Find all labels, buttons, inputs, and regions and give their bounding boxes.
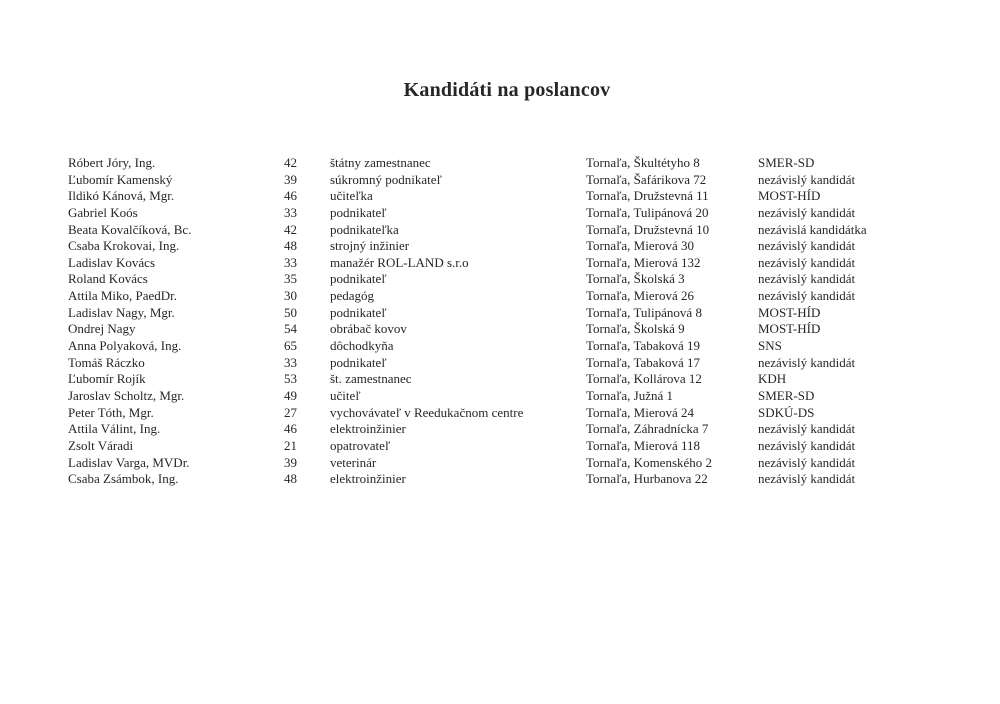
table-row xyxy=(0,222,1000,239)
cell-occupation: strojný inžinier xyxy=(330,238,410,254)
cell-occupation: dôchodkyňa xyxy=(330,338,394,354)
candidates-table xyxy=(0,155,1000,488)
cell-party: nezávislý kandidát xyxy=(758,238,856,254)
cell-age: 33 xyxy=(284,254,297,270)
table-row xyxy=(0,455,1000,472)
cell-age: 42 xyxy=(284,221,297,237)
cell-age: 48 xyxy=(284,471,297,487)
cell-name: Csaba Krokovai, Ing. xyxy=(68,238,180,254)
cell-name: Attila Válint, Ing. xyxy=(68,421,161,437)
cell-party: nezávislý kandidát xyxy=(758,471,856,487)
cell-address: Tornaľa, Kollárova 12 xyxy=(586,371,702,387)
cell-age: 50 xyxy=(284,304,297,320)
cell-occupation: podnikateľ xyxy=(330,304,387,320)
cell-address: Tornaľa, Družstevná 10 xyxy=(586,221,710,237)
cell-party: MOST-HÍD xyxy=(758,304,821,320)
cell-age: 33 xyxy=(284,354,297,370)
cell-name: Ladislav Nagy, Mgr. xyxy=(68,304,175,320)
table-row xyxy=(0,438,1000,455)
cell-name: Róbert Jóry, Ing. xyxy=(68,155,156,170)
table-row xyxy=(0,405,1000,422)
cell-party: nezávislá kandidátka xyxy=(758,221,867,237)
cell-address: Tornaľa, Šafárikova 72 xyxy=(586,171,707,187)
cell-address: Tornaľa, Tulipánová 20 xyxy=(586,204,709,220)
cell-name: Beata Kovalčíková, Bc. xyxy=(68,221,192,237)
table-row xyxy=(0,271,1000,288)
table-row xyxy=(0,321,1000,338)
cell-age: 46 xyxy=(284,188,297,204)
cell-party: SNS xyxy=(758,338,782,354)
cell-address: Tornaľa, Komenského 2 xyxy=(586,454,713,470)
cell-name: Roland Kovács xyxy=(68,271,148,287)
cell-party: nezávislý kandidát xyxy=(758,354,856,370)
cell-address: Tornaľa, Škultétyho 8 xyxy=(586,155,700,170)
cell-occupation: štátny zamestnanec xyxy=(330,155,431,170)
cell-name: Tomáš Ráczko xyxy=(68,354,145,370)
cell-party: nezávislý kandidát xyxy=(758,204,856,220)
cell-name: Jaroslav Scholtz, Mgr. xyxy=(68,387,185,403)
cell-age: 30 xyxy=(284,288,297,304)
cell-address: Tornaľa, Tabaková 19 xyxy=(586,338,701,354)
cell-address: Tornaľa, Mierová 132 xyxy=(586,254,701,270)
cell-name: Anna Polyaková, Ing. xyxy=(68,338,182,354)
cell-occupation: elektroinžinier xyxy=(330,471,406,487)
cell-address: Tornaľa, Tulipánová 8 xyxy=(586,304,702,320)
cell-occupation: št. zamestnanec xyxy=(330,371,412,387)
table-row xyxy=(0,255,1000,272)
cell-name: Ildikó Kánová, Mgr. xyxy=(68,188,175,204)
cell-address: Tornaľa, Mierová 30 xyxy=(586,238,694,254)
cell-age: 48 xyxy=(284,238,297,254)
cell-occupation: vychovávateľ v Reedukačnom centre xyxy=(330,404,524,420)
cell-party: MOST-HÍD xyxy=(758,321,821,337)
table-row xyxy=(0,305,1000,322)
cell-party: nezávislý kandidát xyxy=(758,288,856,304)
cell-party: SMER-SD xyxy=(758,387,815,403)
cell-age: 54 xyxy=(284,321,297,337)
cell-party: KDH xyxy=(758,371,787,387)
cell-occupation: podnikateľ xyxy=(330,271,387,287)
cell-party: MOST-HÍD xyxy=(758,188,821,204)
cell-party: SDKÚ-DS xyxy=(758,404,815,420)
table-row xyxy=(0,205,1000,222)
cell-address: Tornaľa, Hurbanova 22 xyxy=(586,471,708,487)
cell-address: Tornaľa, Školská 3 xyxy=(586,271,685,287)
cell-name: Ondrej Nagy xyxy=(68,321,136,337)
table-row xyxy=(0,421,1000,438)
cell-name: Attila Miko, PaedDr. xyxy=(68,288,178,304)
table-row xyxy=(0,155,1000,172)
cell-address: Tornaľa, Záhradnícka 7 xyxy=(586,421,709,437)
cell-address: Tornaľa, Mierová 24 xyxy=(586,404,694,420)
table-row xyxy=(0,288,1000,305)
cell-occupation: učiteľka xyxy=(330,188,373,204)
cell-name: Ľubomír Kamenský xyxy=(68,171,173,187)
cell-occupation: podnikateľ xyxy=(330,354,387,370)
cell-age: 46 xyxy=(284,421,297,437)
cell-age: 33 xyxy=(284,204,297,220)
cell-name: Gabriel Koós xyxy=(68,204,138,220)
table-row xyxy=(0,172,1000,189)
table-row xyxy=(0,388,1000,405)
table-row xyxy=(0,188,1000,205)
cell-party: nezávislý kandidát xyxy=(758,171,856,187)
cell-address: Tornaľa, Školská 9 xyxy=(586,321,685,337)
cell-name: Csaba Zsámbok, Ing. xyxy=(68,471,179,487)
cell-occupation: manažér ROL-LAND s.r.o xyxy=(330,254,469,270)
cell-occupation: pedagóg xyxy=(330,288,375,304)
cell-occupation: podnikateľ xyxy=(330,204,387,220)
cell-occupation: elektroinžinier xyxy=(330,421,406,437)
cell-name: Ľubomír Rojík xyxy=(68,371,146,387)
page-title: Kandidáti na poslancov xyxy=(403,79,611,101)
cell-age: 39 xyxy=(284,454,297,470)
cell-address: Tornaľa, Mierová 26 xyxy=(586,288,694,304)
cell-occupation: učiteľ xyxy=(330,387,361,403)
cell-age: 35 xyxy=(284,271,297,287)
cell-age: 53 xyxy=(284,371,297,387)
cell-occupation: opatrovateľ xyxy=(330,437,391,453)
cell-address: Tornaľa, Družstevná 11 xyxy=(586,188,709,204)
cell-age: 21 xyxy=(284,437,297,453)
cell-occupation: veterinár xyxy=(330,454,377,470)
cell-occupation: súkromný podnikateľ xyxy=(330,171,442,187)
cell-age: 42 xyxy=(284,155,297,170)
cell-age: 39 xyxy=(284,171,297,187)
cell-age: 49 xyxy=(284,387,297,403)
cell-party: nezávislý kandidát xyxy=(758,271,856,287)
cell-party: nezávislý kandidát xyxy=(758,421,856,437)
cell-address: Tornaľa, Tabaková 17 xyxy=(586,354,701,370)
cell-party: nezávislý kandidát xyxy=(758,254,856,270)
table-row xyxy=(0,471,1000,488)
cell-address: Tornaľa, Južná 1 xyxy=(586,387,674,403)
table-row xyxy=(0,371,1000,388)
cell-name: Ladislav Varga, MVDr. xyxy=(68,454,190,470)
cell-name: Peter Tóth, Mgr. xyxy=(68,404,154,420)
cell-age: 27 xyxy=(284,404,297,420)
cell-party: SMER-SD xyxy=(758,155,815,170)
cell-occupation: podnikateľka xyxy=(330,221,399,237)
cell-party: nezávislý kandidát xyxy=(758,454,856,470)
table-row xyxy=(0,338,1000,355)
table-row xyxy=(0,355,1000,372)
table-row xyxy=(0,238,1000,255)
cell-occupation: obrábač kovov xyxy=(330,321,407,337)
cell-name: Ladislav Kovács xyxy=(68,254,156,270)
cell-name: Zsolt Váradi xyxy=(68,437,134,453)
cell-party: nezávislý kandidát xyxy=(758,437,856,453)
cell-address: Tornaľa, Mierová 118 xyxy=(586,437,700,453)
cell-age: 65 xyxy=(284,338,297,354)
